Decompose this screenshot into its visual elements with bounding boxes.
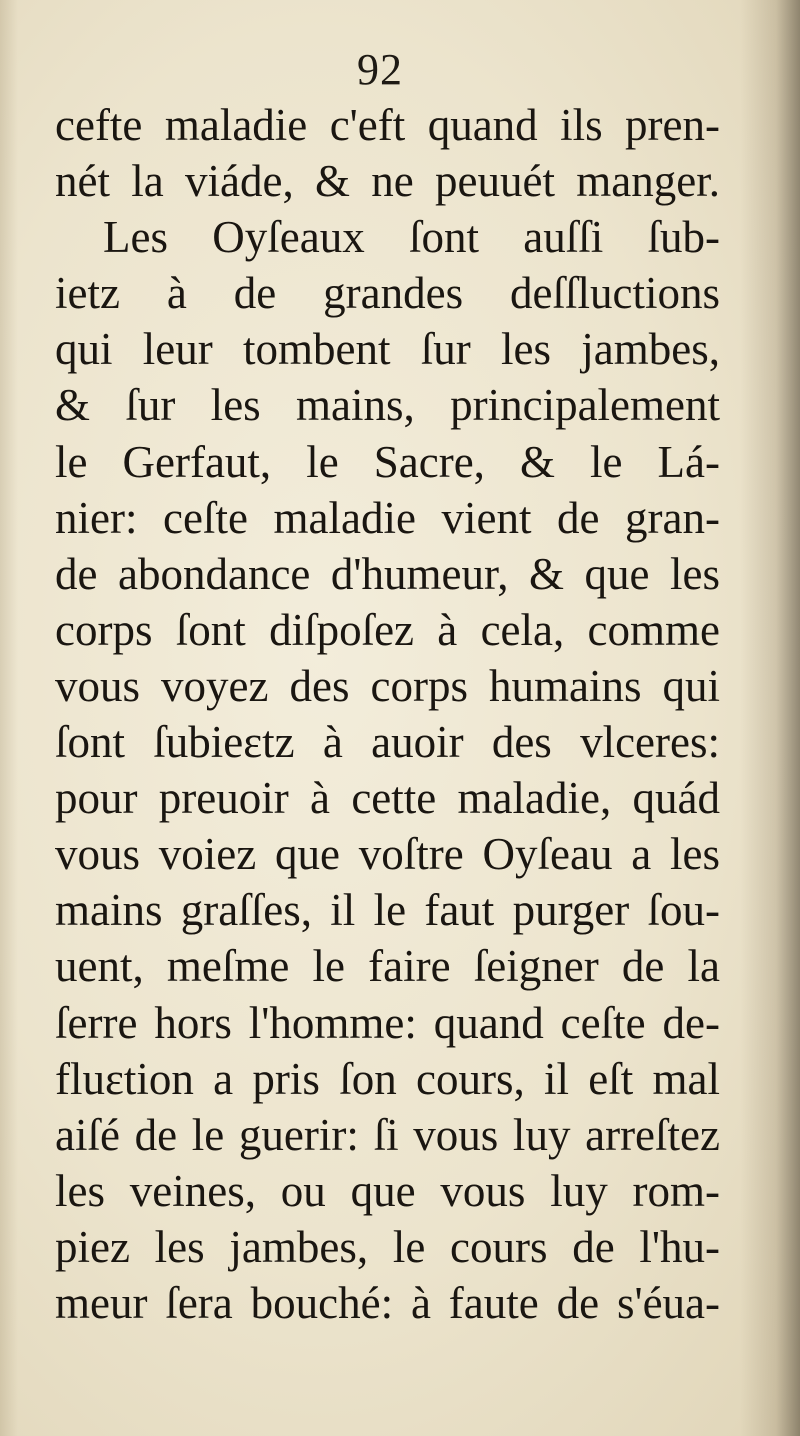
- text-line: corps ſont diſpoſez à cela, comme: [55, 604, 720, 655]
- text-line: vous voyez des corps humains qui: [55, 660, 720, 711]
- text-line: de abondance d'humeur, & que les: [55, 548, 720, 599]
- text-line: qui leur tombent ſur les jambes,: [55, 324, 720, 375]
- page-number: 92: [357, 45, 403, 94]
- text-line: & ſur les mains, principalement: [55, 380, 720, 431]
- text-line: vous voiez que voſtre Oyſeau a les: [55, 829, 720, 880]
- body-text: [55, 97, 720, 1331]
- text-line: piez les jambes, le cours de l'hu-: [55, 1221, 720, 1272]
- text-line: mains graſſes, il le faut purger ſou-: [55, 885, 720, 936]
- text-line: nier: ceſte maladie vient de gran-: [55, 492, 720, 543]
- text-line: Les Oyſeaux ſont auſſi ſub-: [103, 212, 720, 263]
- gutter-shadow: [740, 0, 800, 1436]
- text-line: cefte maladie c'eft quand ils pren-: [55, 100, 720, 150]
- text-line: ſerre hors l'homme: quand ceſte de-: [55, 997, 720, 1048]
- text-line: le Gerfaut, le Sacre, & le Lá-: [55, 436, 720, 487]
- text-line: fluɛtion a pris ſon cours, il eſt mal: [55, 1053, 720, 1104]
- text-line: uent, meſme le faire ſeigner de la: [55, 941, 720, 992]
- text-line: ietz à de grandes deſſluctions: [55, 268, 720, 319]
- text-line: les veines, ou que vous luy rom-: [55, 1165, 720, 1216]
- page-edge-shading: [0, 0, 18, 1436]
- text-line: aiſé de le guerir: ſi vous luy arreſtez: [55, 1109, 720, 1160]
- text-line: pour preuoir à cette maladie, quád: [55, 773, 720, 824]
- text-line: meur ſera bouché: à faute de s'éua-: [55, 1277, 720, 1328]
- text-line: ſont ſubieɛtz à auoir des vlceres:: [55, 717, 720, 768]
- text-line: nét la viáde, & ne peuuét manger.: [55, 156, 720, 207]
